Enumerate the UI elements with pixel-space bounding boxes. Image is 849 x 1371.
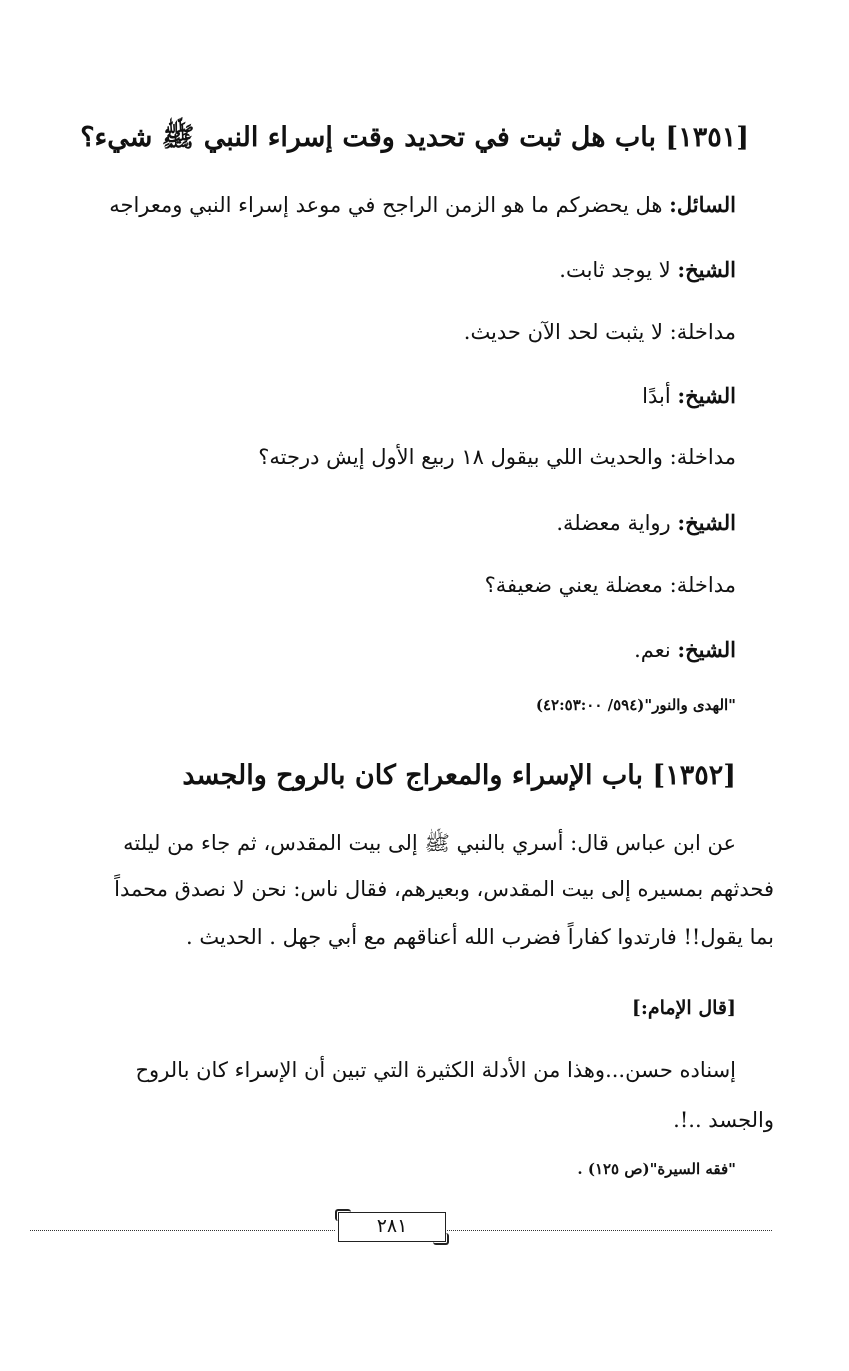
section-1-heading: [١٣٥١] باب هل ثبت في تحديد وقت إسراء النبي ﷺ شيء؟ [80, 122, 749, 153]
speaker-label: الشيخ: [677, 637, 736, 662]
dialogue-text: نعم. [634, 638, 678, 662]
speaker-label: مداخلة: [669, 573, 736, 597]
speaker-label: الشيخ: [677, 510, 736, 535]
dialogue-text: هل يحضركم ما هو الزمن الراجح في موعد إسراء النبي ومعراجه [109, 193, 670, 217]
dialogue-line [258, 445, 736, 469]
dialogue-line [109, 192, 736, 217]
page-number-frame [338, 1212, 446, 1242]
dialogue-line [464, 320, 736, 344]
paragraph-line: فحدثهم بمسيره إلى بيت المقدس، وبعيرهم، فقال ناس: نحن لا نصدق محمداً [114, 877, 774, 901]
speaker-label: مداخلة: [669, 320, 736, 344]
dialogue-line [559, 257, 736, 282]
section-2-source: "فقه السيرة"(ص ١٢٥) . [577, 1160, 736, 1178]
dialogue-line [634, 637, 736, 662]
dialogue-text: لا يوجد ثابت. [559, 258, 678, 282]
dialogue-line [642, 383, 736, 408]
page-number: ٢٨١ [376, 1215, 408, 1237]
footer-divider-right [447, 1230, 772, 1231]
dialogue-line [556, 510, 736, 535]
dialogue-text: معضلة يعني ضعيفة؟ [484, 573, 670, 597]
page-footer [30, 1208, 772, 1248]
footer-divider-left [30, 1230, 335, 1231]
dialogue-text: لا يثبت لحد الآن حديث. [463, 320, 670, 344]
imam-text-line: إسناده حسن...وهذا من الأدلة الكثيرة التي تبين أن الإسراء كان بالروح [135, 1058, 736, 1082]
dialogue-text: والحديث اللي بيقول ١٨ ربيع الأول إيش درجته؟ [258, 445, 670, 469]
section-2-heading: [١٣٥٢] باب الإسراء والمعراج كان بالروح والجسد [182, 760, 736, 791]
paragraph-line: عن ابن عباس قال: أسري بالنبي ﷺ إلى بيت المقدس، ثم جاء من ليلته [123, 831, 736, 855]
paragraph-line: بما يقول!! فارتدوا كفاراً فضرب الله أعناقهم مع أبي جهل . الحديث . [186, 925, 774, 949]
imam-text-line: والجسد ..!. [673, 1108, 774, 1132]
speaker-label: مداخلة: [669, 445, 736, 469]
section-1-source: "الهدى والنور"(٥٩٤/ ٤٢:٥٣:٠٠) [535, 696, 736, 714]
imam-label: [قال الإمام:] [631, 997, 736, 1019]
dialogue-text: رواية معضلة. [556, 511, 678, 535]
speaker-label: الشيخ: [677, 257, 736, 282]
speaker-label: السائل: [669, 192, 736, 217]
dialogue-line [485, 573, 736, 597]
dialogue-text: أبدًا [642, 384, 678, 408]
speaker-label: الشيخ: [677, 383, 736, 408]
